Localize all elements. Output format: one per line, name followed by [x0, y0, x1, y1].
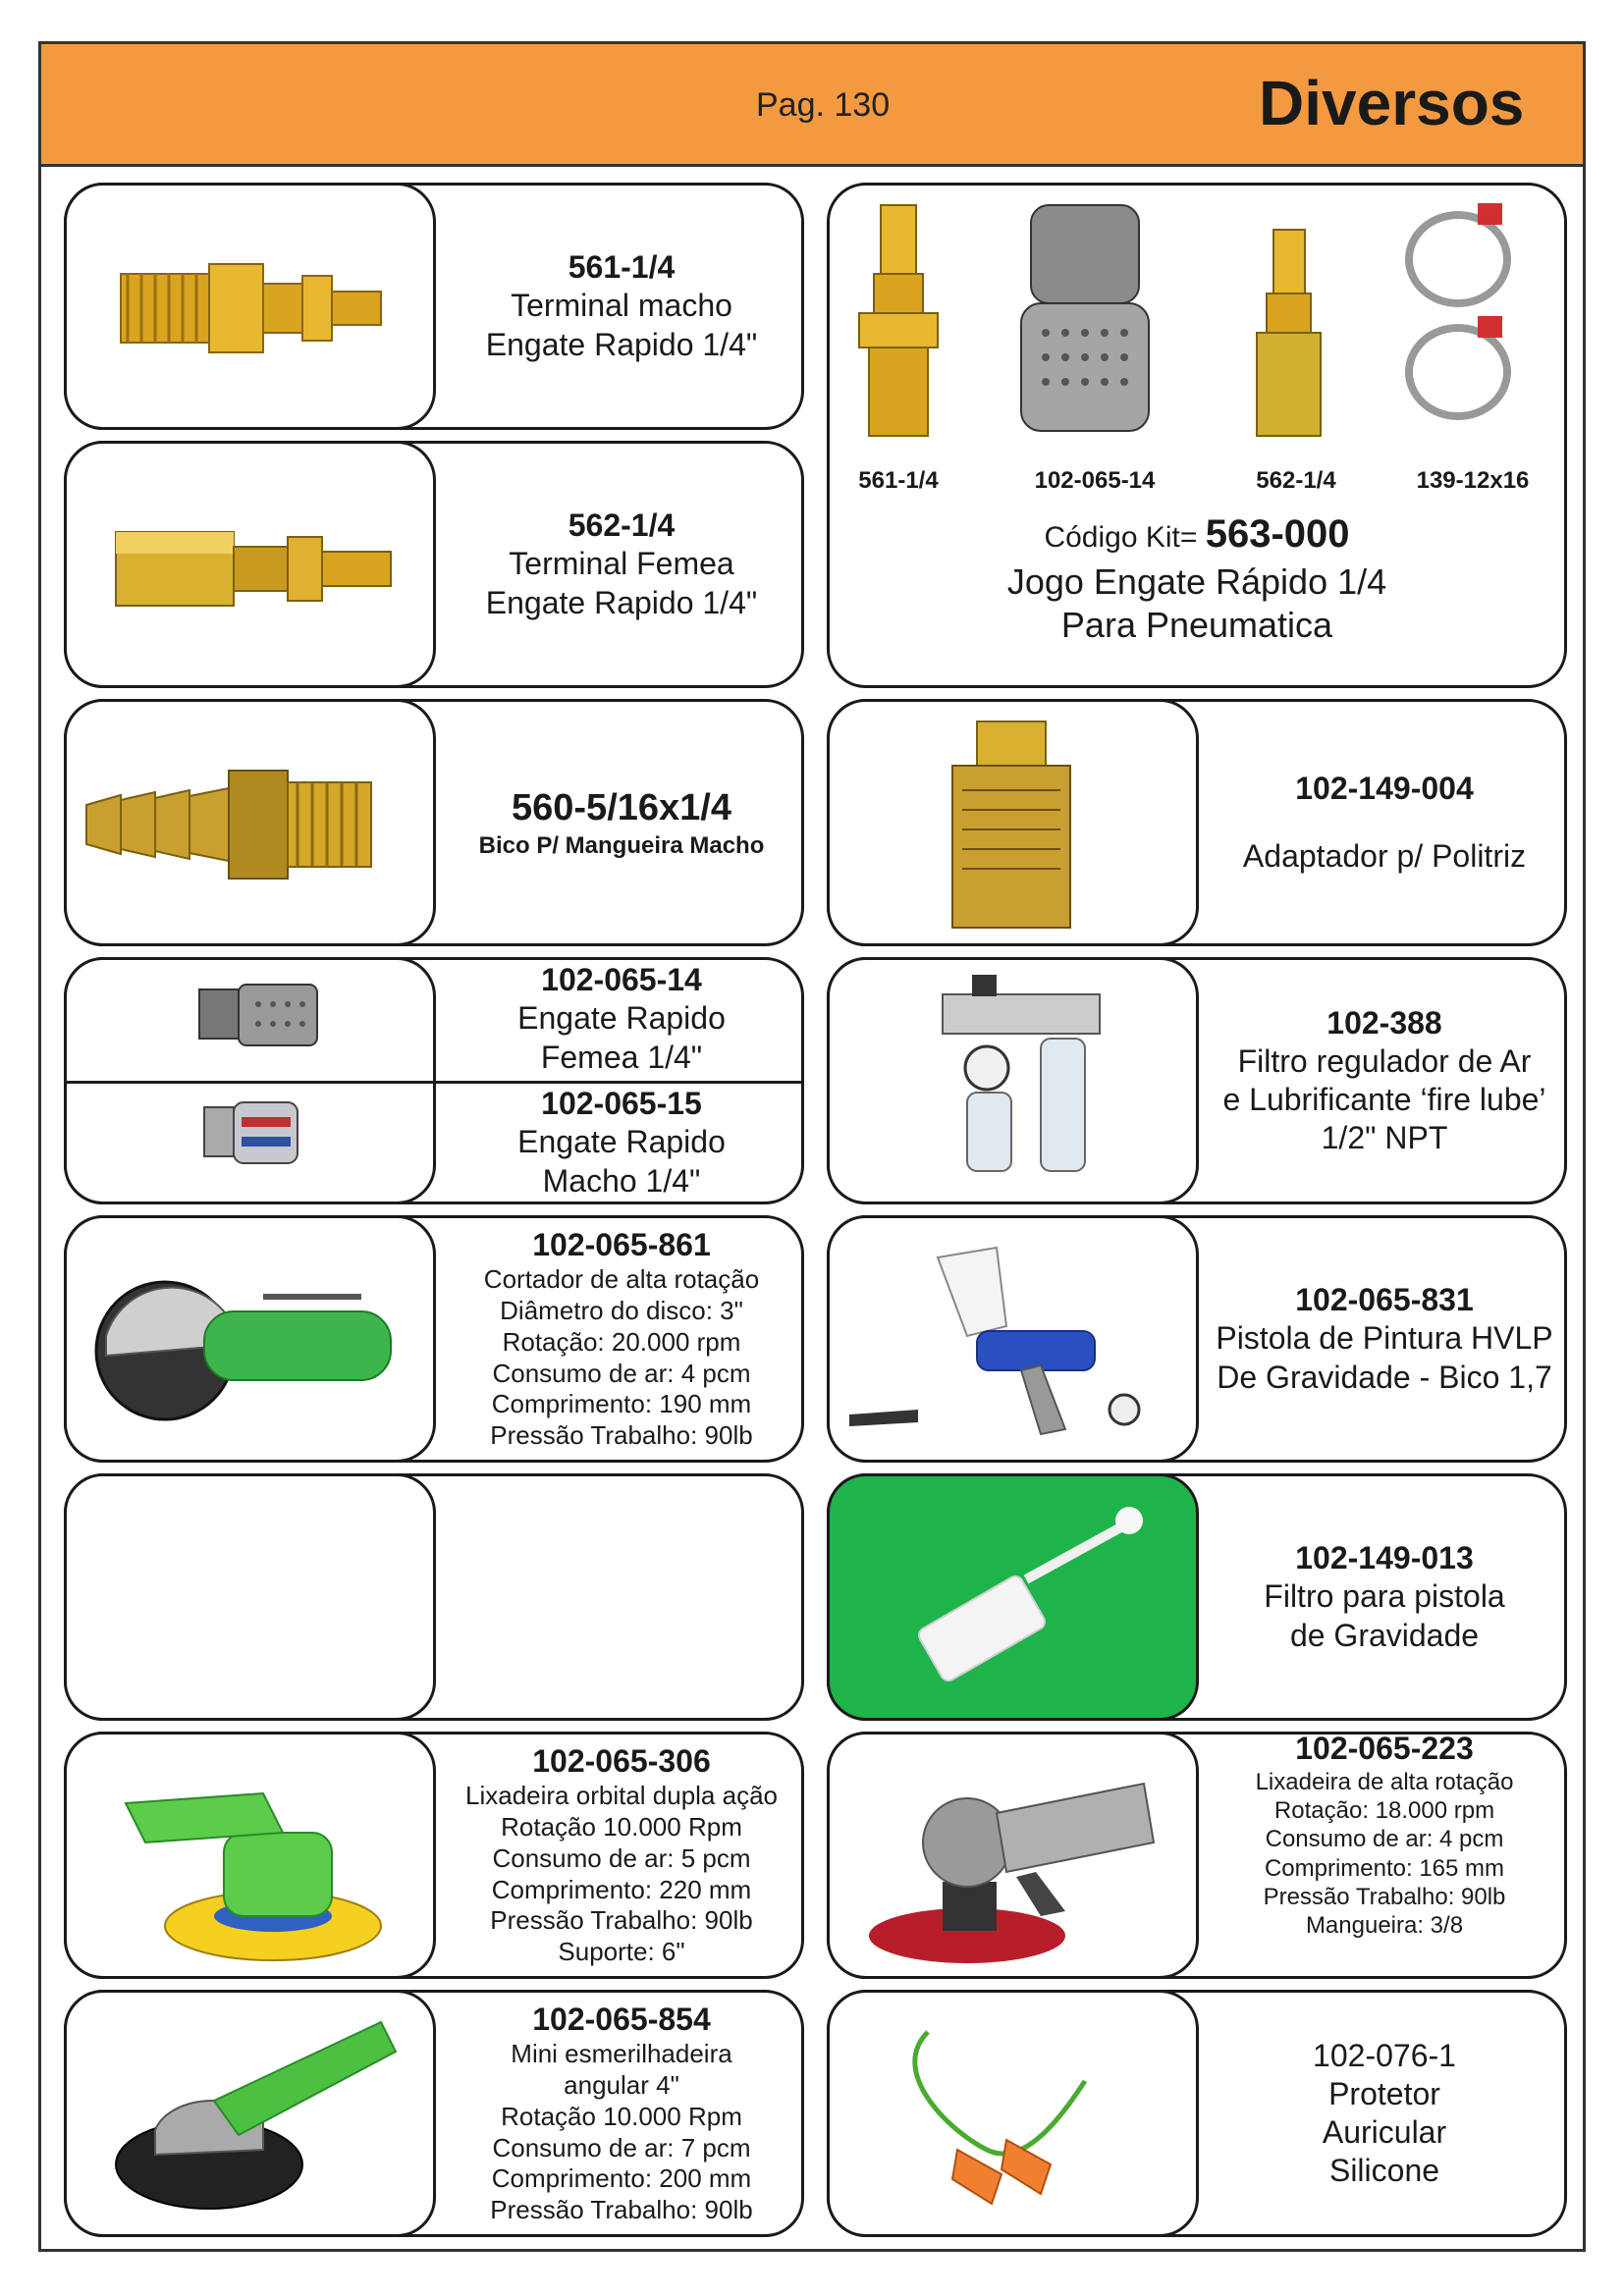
cutoff-tool-icon [67, 1218, 436, 1463]
filter-regulator-icon [830, 960, 1199, 1204]
product-desc: Filtro para pistola [1264, 1578, 1505, 1615]
product-desc: Engate Rapido [517, 1000, 726, 1037]
product-image-562 [64, 441, 436, 688]
kit-images [830, 186, 1570, 500]
product-desc: Filtro regulador de Ar [1237, 1042, 1532, 1079]
product-desc: Femea 1/4" [540, 1039, 703, 1075]
product-code: 102-065-831 [1295, 1282, 1474, 1318]
product-desc: De Gravidade - Bico 1,7 [1217, 1359, 1552, 1395]
product-desc: Auricular [1322, 2114, 1447, 2150]
paint-filter-icon [830, 1476, 1199, 1721]
orbital-sander-icon [67, 1735, 436, 1979]
angle-grinder-icon [67, 1993, 436, 2237]
product-code: 102-065-861 [532, 1227, 711, 1263]
page-number: Pag. 130 [756, 86, 891, 124]
product-code: 102-149-004 [1295, 770, 1474, 806]
kit-label: 561-1/4 [858, 467, 939, 495]
spec-line: Consumo de ar: 5 pcm [492, 1842, 751, 1873]
spec-line: Rotação: 18.000 rpm [1273, 1796, 1495, 1824]
product-code: 102-065-306 [532, 1743, 711, 1780]
empty-image-box [64, 1473, 436, 1721]
kit-label: 139-12x16 [1416, 467, 1530, 495]
product-image-065-306 [64, 1732, 436, 1979]
product-text-065-854 [439, 1990, 804, 2237]
spec-line: Diâmetro do disco: 3" [500, 1296, 743, 1326]
spec-line: angular 4" [564, 2070, 679, 2101]
product-desc: Protetor [1328, 2075, 1440, 2111]
spec-line: Lixadeira de alta rotação [1255, 1768, 1514, 1795]
spec-line: Suporte: 6" [558, 1936, 685, 1966]
product-text-149-013 [1202, 1473, 1567, 1721]
product-code: 102-149-013 [1295, 1540, 1474, 1576]
adapter-icon [830, 702, 1199, 946]
spec-line: Pressão Trabalho: 90lb [490, 1905, 753, 1936]
spec-line: Rotação: 20.000 rpm [502, 1326, 741, 1357]
product-code: 102-076-1 [1313, 2037, 1456, 2073]
kit-label: 102-065-14 [1034, 467, 1156, 495]
product-code: 102-065-15 [541, 1086, 702, 1122]
kit-code-row [827, 512, 1567, 557]
female-coupler-icon [67, 444, 436, 688]
product-image-561 [64, 183, 436, 430]
product-code: 102-065-223 [1295, 1730, 1474, 1766]
spec-line: Comprimento: 200 mm [491, 2163, 752, 2194]
spec-line: Pressão Trabalho: 90lb [1263, 1883, 1506, 1910]
product-image-065-831 [827, 1215, 1199, 1463]
product-image-149-013 [827, 1473, 1199, 1721]
product-image-076-1 [827, 1990, 1199, 2237]
product-desc: Engate Rapido 1/4" [485, 584, 758, 620]
spray-gun-icon [830, 1218, 1199, 1463]
kit-label: 562-1/4 [1256, 467, 1336, 495]
product-text-562 [439, 441, 804, 688]
kit-desc: Jogo Engate Rápido 1/4 [1006, 561, 1387, 602]
product-desc: Macho 1/4" [542, 1162, 701, 1199]
high-speed-sander-icon [830, 1735, 1199, 1979]
product-desc: Terminal macho [511, 288, 732, 324]
spec-line: Pressão Trabalho: 90lb [490, 2194, 753, 2224]
product-text-561 [439, 183, 804, 430]
product-text-076-1 [1202, 1990, 1567, 2237]
product-desc: Engate Rapido 1/4" [485, 326, 758, 362]
product-desc: Pistola de Pintura HVLP [1216, 1320, 1553, 1357]
product-text-560 [439, 699, 804, 946]
section-title: Diversos [1259, 68, 1525, 138]
product-text-065-14 [439, 957, 804, 1081]
product-code: 562-1/4 [568, 507, 676, 544]
product-text-149-004 [1202, 699, 1567, 946]
spec-line: Comprimento: 220 mm [491, 1874, 752, 1904]
spec-line: Comprimento: 165 mm [1264, 1854, 1505, 1882]
product-image-065-223 [827, 1732, 1199, 1979]
product-text-065-223 [1202, 1732, 1567, 1938]
kit-code-prefix: Código Kit= [1044, 521, 1198, 554]
product-desc: Bico P/ Mangueira Macho [478, 831, 765, 859]
spec-line: Rotação 10.000 Rpm [501, 1812, 742, 1842]
spec-line: Mini esmerilhadeira [511, 2039, 732, 2069]
kit-desc: Para Pneumatica [1060, 605, 1333, 645]
earplug-icon [830, 1993, 1199, 2237]
spec-line: Cortador de alta rotação [483, 1264, 760, 1295]
product-text-065-306 [439, 1732, 804, 1979]
product-code: 102-065-854 [532, 2002, 711, 2038]
product-text-065-831 [1202, 1215, 1567, 1463]
spec-line: Lixadeira orbital dupla ação [465, 1781, 778, 1811]
product-code: 560-5/16x1/4 [512, 787, 731, 829]
product-image-560 [64, 699, 436, 946]
product-desc: 1/2" NPT [1321, 1120, 1448, 1156]
product-desc: de Gravidade [1289, 1617, 1480, 1653]
spec-line: Consumo de ar: 4 pcm [492, 1358, 751, 1388]
spec-line: Rotação 10.000 Rpm [501, 2101, 742, 2131]
product-code: 102-065-14 [541, 962, 702, 998]
kit-code: 563-000 [1205, 512, 1350, 556]
spec-line: Consumo de ar: 4 pcm [1265, 1826, 1504, 1853]
product-desc: Engate Rapido [517, 1124, 726, 1160]
spec-line: Pressão Trabalho: 90lb [490, 1419, 753, 1450]
spec-line: Consumo de ar: 7 pcm [492, 2132, 751, 2163]
product-desc: Adaptador p/ Politriz [1242, 838, 1527, 874]
product-text-065-15 [439, 1081, 804, 1204]
hose-barb-icon [67, 702, 436, 946]
product-image-149-004 [827, 699, 1199, 946]
male-coupler-icon [67, 186, 436, 430]
product-code: 561-1/4 [568, 249, 676, 286]
product-text-065-861 [439, 1215, 804, 1463]
product-image-065-854 [64, 1990, 436, 2237]
product-desc: e Lubrificante ‘fire lube’ [1222, 1082, 1546, 1117]
product-code: 102-388 [1326, 1004, 1442, 1041]
product-text-388 [1202, 957, 1567, 1204]
spec-line: Comprimento: 190 mm [491, 1389, 752, 1419]
product-desc: Terminal Femea [509, 546, 734, 582]
product-image-388 [827, 957, 1199, 1204]
spec-line: Mangueira: 3/8 [1305, 1912, 1464, 1940]
product-desc: Silicone [1328, 2153, 1440, 2189]
product-image-065-861 [64, 1215, 436, 1463]
